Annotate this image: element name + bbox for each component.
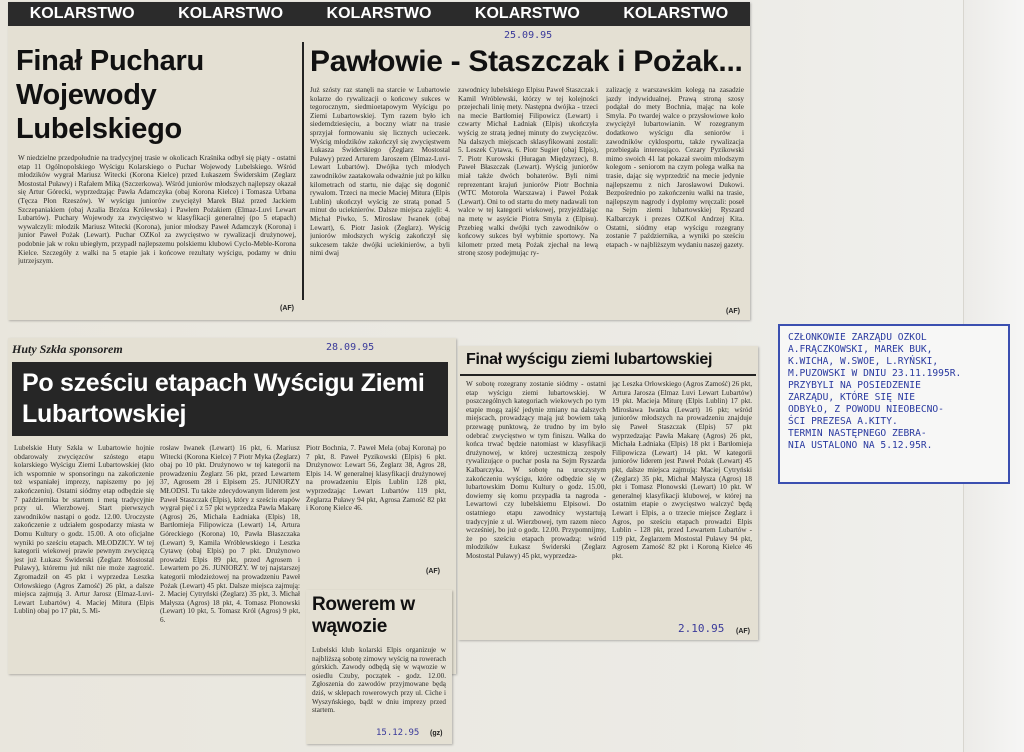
note-line: ŚCI PREZESA A.KITY. — [788, 416, 898, 427]
handwritten-date: 2.10.95 — [678, 622, 725, 635]
headline-right: Pawłowie - Staszczak i Pożak... — [310, 45, 743, 78]
article-column: Lubelskie Huty Szkła w Lubartowie hojnie obdarowały zwycięzców szóstego etapu kolarskiego Wyścigu Ziemi Lubartowskiej (kto ich wspomnie w sponsoringu na zakończenie też wspaniałej imprezy, napiszemy po jej zakończeniu). Ostatni siódmy etap odbędzie się 7 października br startem i metą tradycyjnie przy ul. Wierzbowej. Start pierwszych zawodników nastąpi o godz. 12.00. Uroczyste zakończenie z udziałem gospodarzy miasta w Domu Kultury o godz. 15.00. A oto oficjalne wyniki po sześciu etapach. MŁODZICY. W tej kategorii wiekowej prawie pewnym zwycięzcą jest już Łukasz Świderski (Żeglarz Mostostal Puławy), któremu już nikt nie może zagrozić. Zgromadził on 45 pkt i wyprzedza Leszka Orłowskiego (Agros Zamość) 26 pkt, a dalsze miejsca zajmują 3. Artur Jarosz (Elmaz-Luvi-Lewart Lubartów) 4. Maciej Mitura (Elpis Lublin) obaj po 17 pkt, 5. Mi- — [14, 444, 154, 616]
note-line: CZŁONKOWIE ZARZĄDU OZKOL — [788, 332, 927, 343]
note-line: A.FRĄCZKOWSKI, MAREK BUK, — [788, 344, 933, 355]
kicker: Huty Szkła sponsorem — [12, 342, 123, 356]
article-column: W sobotę rozegrany zostanie siódmy - ostatni etap wyścigu ziemi lubartowskiej. W poszczególnych kategoriach wiekowych po tym etapie mogą zajść jedynie zmiany na dalszych miejscach, prowadzący mają już bowiem taką przewagę punktową, że trudno by im było odebrać zwycięstwo w tym finiszu. Walka do końca trwać będzie natomiast w klasyfikacji drużynowej, w której uczestniczą zespoły rywalizujące o puchar posła na Sejm Ryszarda Kalbarczyka. W sobotę na uroczystym zakończeniu wyścigu, które odbędzie się w lubartowskim Domu Kultury o godz. 15.00, dowiemy się komu przypadła ta nagroda - Lewartowi czy lubelskiemu Elpisowi. Do ostatniego etapu zawodnicy wystartują tradycyjnie z ul. Wierzbowej, tym razem nieco wcześniej, bo już o godz. 12.00. Przypomnijmy, że po sześciu etapach prowadzą: wśród młodzików Łukasz Świderski (Żeglarz Mostostal Puławy) 45 pkt, wyprzedza- — [466, 380, 606, 560]
section-header-bar — [8, 2, 750, 26]
headline: Finał wyścigu ziemi lubartowskiej — [466, 351, 713, 368]
headline: Po sześciu etapach Wyścigu Ziemi Lubartowskiej — [22, 369, 425, 428]
handwritten-date: 15.12.95 — [376, 728, 420, 738]
article-column: rosław Iwanek (Lewart) 16 pkt, 6. Mariusz Witecki (Korona Kielce) 7 Piotr Myka (Żeglarz) obaj po 10 pkt. Drużynowo w tej kategorii na prowadzeniu Żeglarz 56 pkt, przed Lewartem 37, Agrosem 28 i Elpisem 25. JUNIORZY MŁODSI. Tu także zdecydowanym liderem jest Paweł Staszczak (Elpis), który z sześciu etapów wygrał pięć i z 57 pkt wyprzedza Pawła Makarę (Agros) 26, Michała Ładniaka (Elpis) 18, Bartłomieja Filipowicza (Lewart) 14, Artura Góreckiego (Korona) 10, Pawła Błaszczaka (Lewart) 9, Kamila Wróblewskiego i Leszka Cytawę (obaj Elpis) po 7 pkt. Drużynowo prowadzi Elpis 89 pkt, przed Agrosem i Lewartem po 26. JUNIORZY. W tej najstarszej kategorii młodzieżowej na prowadzeniu Paweł Pożak (Lewart) 45 pkt. Dalsze miejsca zajmują: 2. Maciej Cytryński (Żeglarz) 35 pkt, 3. Michał Małysza (Agros) 18 pkt, 4. Tomasz Płonowski (Lewart) 10 pkt, 5. Tomasz Król (Agros) 9 pkt, 6. — [160, 444, 300, 624]
clipping-final-pucharu — [8, 2, 750, 320]
headline-block — [12, 362, 448, 436]
note-line: M.PUZOWSKI W DNIU 23.11.1995R. — [788, 368, 962, 379]
author-signature: (AF) — [736, 628, 750, 635]
column-rule — [302, 42, 304, 300]
article-column: Piotr Bochnia, 7. Paweł Mela (obaj Korona) po 7 pkt, 8. Paweł Pyzikowski (Elpis) 6 pkt. Drużynowo: Lewart 56, Żeglarz 38, Agros 28, Elpis 14. W generalnej klasyfikacji drużynowej na prowadzeniu Elpis Lublin 128 pkt, wyprzedzając Lewart Lubartów 119 pkt, Żeglarza Puławy 94 pkt, Agrosa Zamość 82 pkt i Koronę Kielce 46. — [306, 444, 446, 513]
author-signature: (AF) — [726, 308, 740, 315]
article-column: jąc Leszka Orłowskiego (Agros Zamość) 26 pkt, Artura Jarosza (Elmaz Luvi Lewart Lubartów) 19 pkt. Macieja Miturę (Elpis Lublin) 17 pkt. Mirosława Iwanka (Lewart) 16 pkt; wśród juniorów młodszych na prowadzeniu znajduje się Paweł Staszczak (Elpis) 57 pkt wyprzedzając Pawła Makarę (Agros) 26 pkt, Michała Ładniaka (Elpis) 18 pkt i Bartłomieja Filipowicza (Lewart) 14 pkt. W kategorii juniorów liderem jest Paweł Pożak (Lewart) 45 pkt, dalsze miejsca zajmują: Maciej Cytryński (Żeglarz) 35 pkt, Michał Małysza (Agros) 18 pkt i Tomasz Płonowski (Lewart) 10 pkt. W generalnej klasyfikacji klubowej, w której na ostatnim etapie o zwycięstwo walczyć będą Lewart i Elpis, a o trzecie miejsce Żeglarz i Agros, po sześciu etapach prowadzi Elpis Lublin - 128 pkt, przed Lewartem Lubartów - 119 pkt, Żeglarzem Mostostal Puławy 94 pkt, Agrosem Zamość 82 pkt i Koroną Kielce 46 pkt. — [612, 380, 752, 560]
note-line: NIA USTALONO NA 5.12.95R. — [788, 440, 933, 451]
author-signature: (AF) — [426, 568, 440, 575]
header-bar-item: KOLARSTWO — [29, 5, 135, 22]
note-line: TERMIN NASTĘPNEGO ZEBRA- — [788, 428, 927, 439]
article-column: zalizację z warszawskim kolegą na zasadzie jazdy indywidualnej. Prawą stroną szosy podążał do mety Bochnia, mając na kole Smyla. Po twardej walce o przysłowiowe koło zwyciężył lubartowianin. W rozegranym dodatkowo wyścigu dla seniorów i zawodników cyklosportu, także rywalizacja przebiegała interesująco. Cezary Pyzikowski mimo swoich 41 lat pokazał swoim młodszym kolegom - seniorom na czym polega walka na trasie, dając się wyprzedzić na mecie jedynie najlepszemu z nich Jarosławowi Dukowi. Bezpośrednio po zakończeniu walki na trasie, najlepszym nagrody i dyplomy wręczali: poseł na Sejm ziemi lubartowskiej Ryszard Kalbarczyk i prezes OZKol Andrzej Kita. Ostatni, siódmy etap wyścigu rozegrany zostanie 7 października, a wyniki po sześciu etapach - w najbliższym wydaniu naszej gazety. — [606, 86, 744, 249]
note-line: ODBYŁO, Z POWODU NIEOBECNO- — [788, 404, 944, 415]
headline-left: Finał Pucharu Wojewody Lubelskiego — [16, 45, 204, 145]
note-line: ZARZĄDU, KTÓRE SIĘ NIE — [788, 392, 916, 403]
header-bar-item: KOLARSTWO — [326, 5, 432, 22]
handwritten-date: 28.09.95 — [326, 342, 375, 353]
header-bar-item: KOLARSTWO — [178, 5, 284, 22]
article-column: zawodnicy lubelskiego Elpisu Paweł Staszczak i Kamil Wróblewski, którzy w tej kolejności przejechali linię mety. Następna dwójka - trzeci na mecie Bartłomiej Filipowicz (Lewart) i czwarty Michał Ładniak (Elpis) ukończyła wyścig ze stratą jednej minuty do zwycięzców. Na dalszych miejscach sklasyfikowani zostali: 5. Leszek Cytawa, 6. Piotr Sugier (obaj Elpis), 7. Piotr Kurowski (Huragan Międzyrzec), 8. Paweł Błaszczak (Lewart). Wyścig juniorów miał także dwóch bohaterów. Byli nimi reprezentant krajuń juniorów Piotr Bochnia (WTC Motorola Warszawa) i Paweł Pożak (Lewart). Oni to od startu do mety nadawali ton walce w tej kategorii wiekowej, przyjeżdżając na metę w asyście Piotra Smyła z (Elpisu). Przebieg walki dwójki tych zawodników o końcowy sukces był wybitnie sportowy. Na kilometr przed metą Pożak zjechał na lewą stronę szosy podejmując ry- — [458, 86, 598, 258]
note-line: PRZYBYLI NA POSIEDZENIE — [788, 380, 921, 391]
handwritten-note — [778, 324, 1010, 484]
author-signature: (gz) — [430, 730, 443, 737]
author-signature: (AF) — [280, 305, 294, 312]
clipping-rowerem-w-wawozie — [306, 590, 452, 744]
clipping-final-wyscigu — [458, 346, 758, 640]
headline: Rowerem w wąwozie — [312, 594, 415, 637]
article-column: W niedzielne przedpołudnie na tradycyjnej trasie w okolicach Kraśnika odbył się piąty - ostatni etap 11 Ogólnopolskiego Wyścigu Kolarskiego o Puchar Wojewody Lubelskiego. Wśród młodzików wygrał Mariusz Witecki (Korona Kielce) przed Łukaszem Świderskim (Zeglarz Mostostal Puławy) i Rafałem Miką (Szczerkowa). Wśród juniorów młodszych najlepszy okazał się Artur Górecki, wyprzedzając Pawła Adamczyka (obaj Korona Kielce) i Tomasza Urbana (Tęcza Płon Rzeszów). W wyścigu juniorów zwyciężył Marek Błaż przed Jackiem Szczepaniakiem (obaj Azalia Brzóza Królewska) i Pawłem Pożakiem (Elmaz-Luvi Lewart Lubartów). Puchary Wojewody za zwycięstwo w klasyfikacji generalnej (po 5 etapach) wywalczyli: młodzik Mariusz Witecki (Korona), junior młodszy Paweł Adamczyk (Korona) i junior Paweł Pożak (Lewart). Puchar OZKol za zwycięstwo w rywalizacji drużynowej, podobnie jak w roku ubiegłym, przypadł najlepszemu polskiemu klubowi Cyclo-Meble-Korona Kielce. Szczegóły z walki na 5 etapie jak i końcowe rezultaty wyścigu, podamy w dniu jutrzejszym. — [18, 154, 296, 266]
article-body: Lubelski klub kolarski Elpis organizuje w najbliższą sobotę zimowy wyścig na rowerach górskich. Zawody odbędą się w wąwozie w osiedlu Czuby, początek - godz. 12.00. Zgłoszenia do zawodów przyjmowane będą dziś, w sklepach rowerowych przy ul. Ciche i Wyszyńskiego, bądź w dniu imprezy przed startem. — [312, 646, 446, 715]
handwritten-date: 25.09.95 — [504, 30, 553, 41]
header-bar-item: KOLARSTWO — [623, 5, 729, 22]
header-bar-item: KOLARSTWO — [474, 5, 580, 22]
article-column: Już szósty raz stanęli na starcie w Lubartowie kolarze do rywalizacji o końcowy sukces w tegorocznym, siedmioetapowym Wyścigu po Ziemi Lubartowskiej. Tym razem było ich siedemdziesięciu, a boczny wiatr na trasie sprzyjał formowaniu się licznych ucieczek. Wyścig młodzików zakończył się zwycięstwem Łukasza Świderskiego (Żeglarz Mostostal Puławy) przed Arturem Jaroszem (Elmaz-Luvi-Lewart Lubartów). Dwójka tych młodych zawodników zaatakowała odważnie już po kilku kilometrach od startu, nie dając się dogonić rywalom. Trzeci na mecie Maciej Mitura (Elpis Lublin) ukończył wyścig ze stratą ponad 5 minut do ucieknierów. Dalsze miejsca zajęli: 4. Michał Piwko, 5. Mirosław Iwanek (obaj Lewart), 6. Piotr Jasiok (Żeglarz). Wyścig juniorów młodszych wyścig zakończył się sukcesem także dwójki uciekinierów, a byli nimi dwaj — [310, 86, 450, 258]
note-line: K.WICHA, W.SWOE, L.RYŃSKI, — [788, 356, 939, 367]
